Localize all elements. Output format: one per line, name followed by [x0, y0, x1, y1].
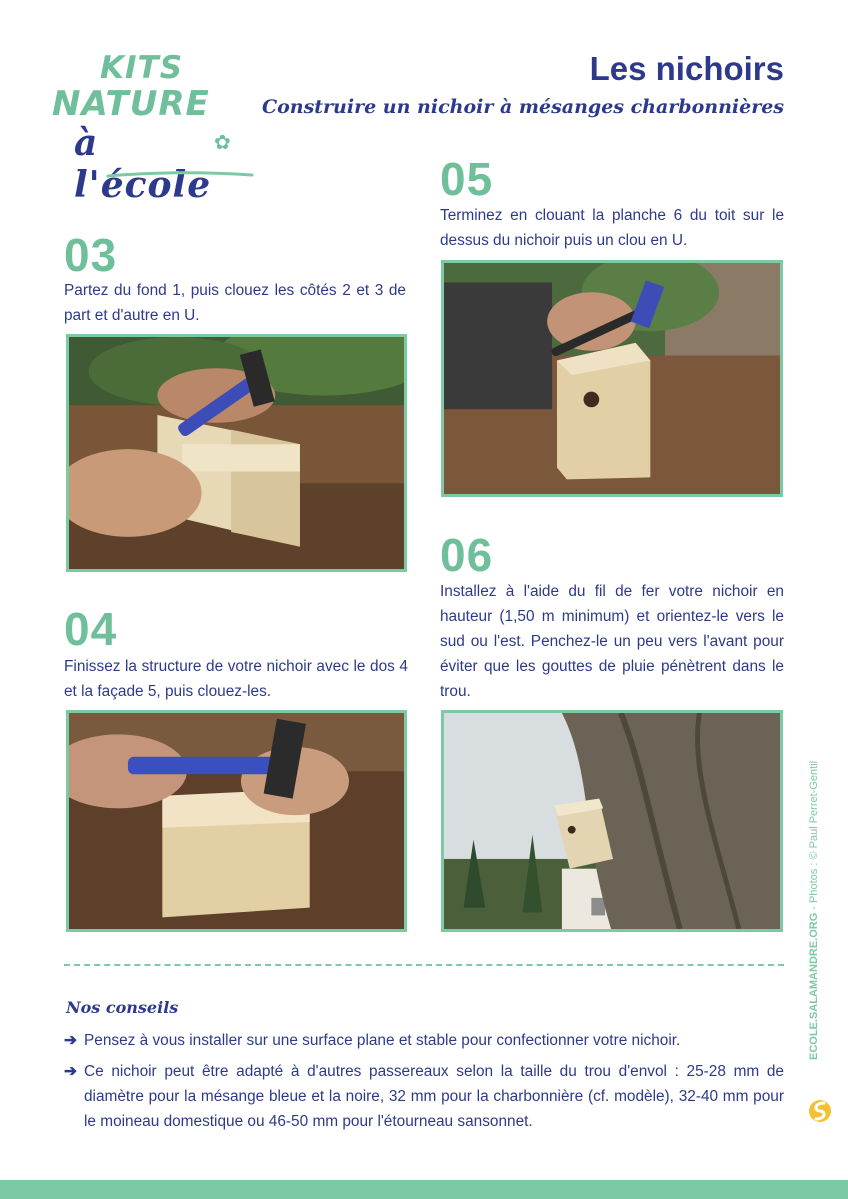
tip-item [64, 1059, 784, 1134]
step-03-number: 03 [64, 229, 118, 281]
arrow-right-icon: ➔ [64, 1063, 77, 1080]
step-03-photo [66, 334, 407, 572]
step-06-text: Installez à l'aide du fil de fer votre nichoir en hauteur (1,50 m minimum) et orientez-le vers le sud ou l'est. Penchez-le un peu vers l'avant pour éviter que les gouttes de pluie pénètrent dans le trou. [440, 583, 784, 700]
logo-underline-icon [106, 170, 254, 180]
step-06-photo [441, 710, 783, 932]
credit-separator: - [808, 902, 820, 913]
page-subtitle: Construire un nichoir à mésanges charbonnières [261, 96, 784, 118]
tip-item [64, 1028, 784, 1053]
flower-icon: ✿ [214, 130, 231, 154]
credit-photos: Photos : © Paul Perret-Gentil [808, 760, 820, 903]
arrow-right-icon: ➔ [64, 1032, 77, 1049]
logo-kits-text: KITS [100, 50, 184, 86]
photo-credit [808, 761, 820, 1060]
credit-site: ECOLE.SALAMANDRE.ORG [808, 912, 820, 1060]
tips-title: Nos conseils [66, 998, 179, 1017]
tip-text: Ce nichoir peut être adapté à d'autres passereaux selon la taille du trou d'envol : 25-28 mm de diamètre pour la mésange bleue et la noire, 32 mm pour la charbonnière (cf. modèle), 32-40 mm pour le moineau domestique ou 46-50 mm pour l'étourneau sansonnet. [84, 1063, 784, 1130]
dashed-divider [64, 964, 784, 966]
step-05-text: Terminez en clouant la planche 6 du toit sur le dessus du nichoir puis un clou en U. [440, 207, 784, 249]
page-title: Les nichoirs [589, 50, 784, 87]
logo-nature-text: NATURE [52, 84, 210, 124]
step-06-number: 06 [440, 529, 494, 581]
step-04-photo [66, 710, 407, 932]
salamandre-logo-icon [808, 1094, 832, 1128]
kits-nature-logo [52, 48, 242, 206]
step-03-text: Partez du fond 1, puis clouez les côtés 2 et 3 de part et d'autre en U. [64, 282, 406, 324]
logo-ecole-text: à l'école [74, 122, 212, 206]
step-05-number: 05 [440, 153, 494, 205]
bottom-band [0, 1180, 848, 1199]
tip-text: Pensez à vous installer sur une surface plane et stable pour confectionner votre nichoir. [84, 1032, 681, 1049]
step-05-photo [441, 260, 783, 497]
step-04-number: 04 [64, 603, 118, 655]
step-04-text: Finissez la structure de votre nichoir avec le dos 4 et la façade 5, puis clouez-les. [64, 658, 408, 700]
